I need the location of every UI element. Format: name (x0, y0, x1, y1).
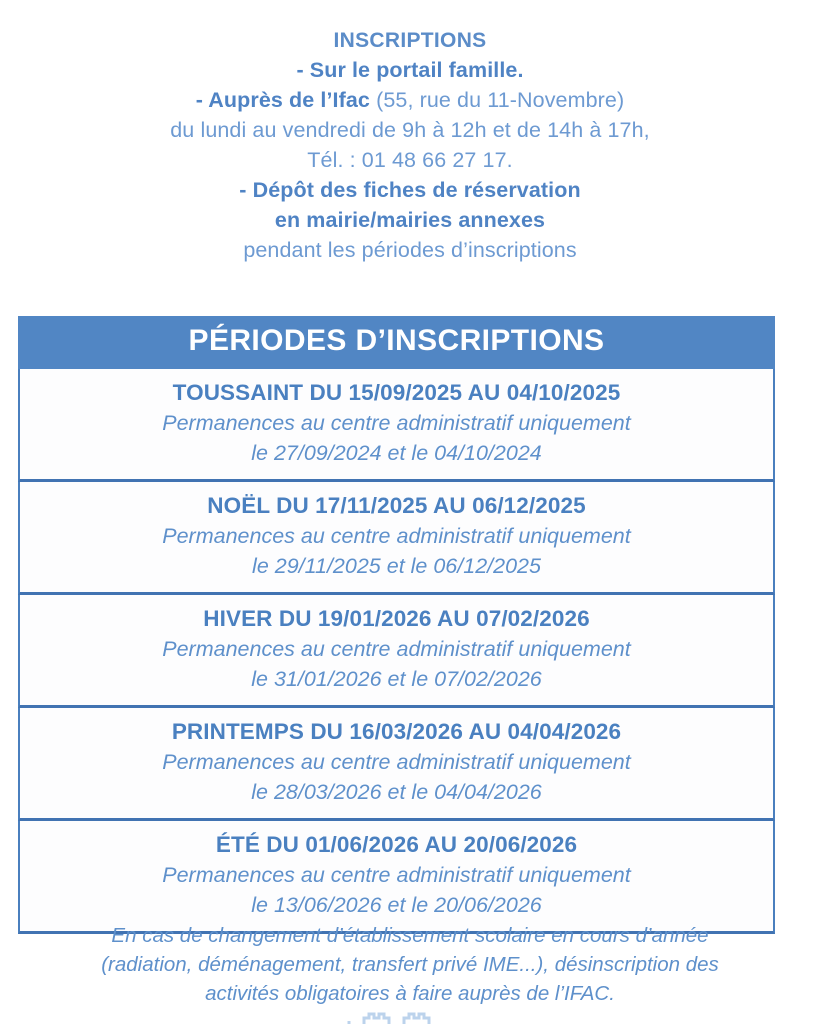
periods-table (18, 316, 775, 934)
intro-line-4-regular: Tél. : 01 48 66 27 17. (307, 148, 513, 173)
period-note-line-2: le 27/09/2024 et le 04/10/2024 (251, 441, 542, 466)
period-note-line-2: le 13/06/2026 et le 20/06/2026 (251, 893, 542, 918)
page-title: INSCRIPTIONS (333, 29, 487, 52)
intro-line-4 (0, 146, 820, 176)
intro-line-7 (0, 236, 820, 266)
footer-note (40, 921, 780, 1008)
period-note-line-1: Permanences au centre administratif uniquement (162, 636, 631, 661)
intro-line-3-regular: du lundi au vendredi de 9h à 12h et de 14h à 17h, (170, 118, 650, 143)
table-row (18, 482, 775, 595)
period-title: NOËL DU 17/11/2025 AU 06/12/2025 (207, 492, 586, 518)
table-row (18, 595, 775, 708)
intro-line-1-bold: - Sur le portail famille. (296, 58, 524, 83)
intro-line-5-bold: - Dépôt des fiches de réservation (239, 178, 581, 203)
period-note-line-2: le 29/11/2025 et le 06/12/2025 (252, 554, 541, 579)
period-title: PRINTEMPS DU 16/03/2026 AU 04/04/2026 (171, 718, 622, 744)
period-title: TOUSSAINT DU 15/09/2025 AU 04/10/2025 (172, 379, 621, 405)
intro-line-7-regular: pendant les périodes d’inscriptions (243, 237, 577, 262)
period-title: ÉTÉ DU 01/06/2026 AU 20/06/2026 (215, 831, 578, 857)
intro-line-6-bold: en mairie/mairies annexes (274, 207, 546, 232)
intro-line-2 (0, 86, 820, 116)
table-row (18, 369, 775, 482)
inscriptions-intro (0, 0, 820, 266)
period-note-line-2: le 28/03/2026 et le 04/04/2026 (251, 780, 542, 805)
period-note-line-2: le 31/01/2026 et le 07/02/2026 (251, 667, 542, 692)
table-row (18, 708, 775, 821)
footer-note-line-3: activités obligatoires à faire auprès de l’IFAC. (205, 982, 615, 1006)
intro-line-1 (0, 56, 820, 86)
table-header: PÉRIODES D’INSCRIPTIONS (18, 316, 775, 369)
intro-line-5 (0, 176, 820, 206)
period-note-line-1: Permanences au centre administratif uniquement (162, 749, 631, 774)
period-note-line-1: Permanences au centre administratif uniquement (162, 410, 631, 435)
footer-note-line-1: En cas de changement d’établissement scolaire en cours d’année (111, 924, 709, 947)
table-row (18, 821, 775, 934)
period-note-line-1: Permanences au centre administratif uniquement (162, 862, 631, 887)
intro-line-6 (0, 206, 820, 236)
period-title: HIVER DU 19/01/2026 AU 07/02/2026 (203, 605, 590, 631)
decorative-motif (0, 1008, 820, 1024)
intro-line-2-regular: (55, rue du 11-Novembre) (376, 88, 625, 113)
period-note-line-1: Permanences au centre administratif uniquement (162, 523, 631, 548)
footer-note-line-2: (radiation, déménagement, transfert privé IME...), désinscription des (101, 953, 719, 977)
intro-line-3 (0, 116, 820, 146)
intro-line-2-bold: - Auprès de l’Ifac (195, 88, 377, 113)
